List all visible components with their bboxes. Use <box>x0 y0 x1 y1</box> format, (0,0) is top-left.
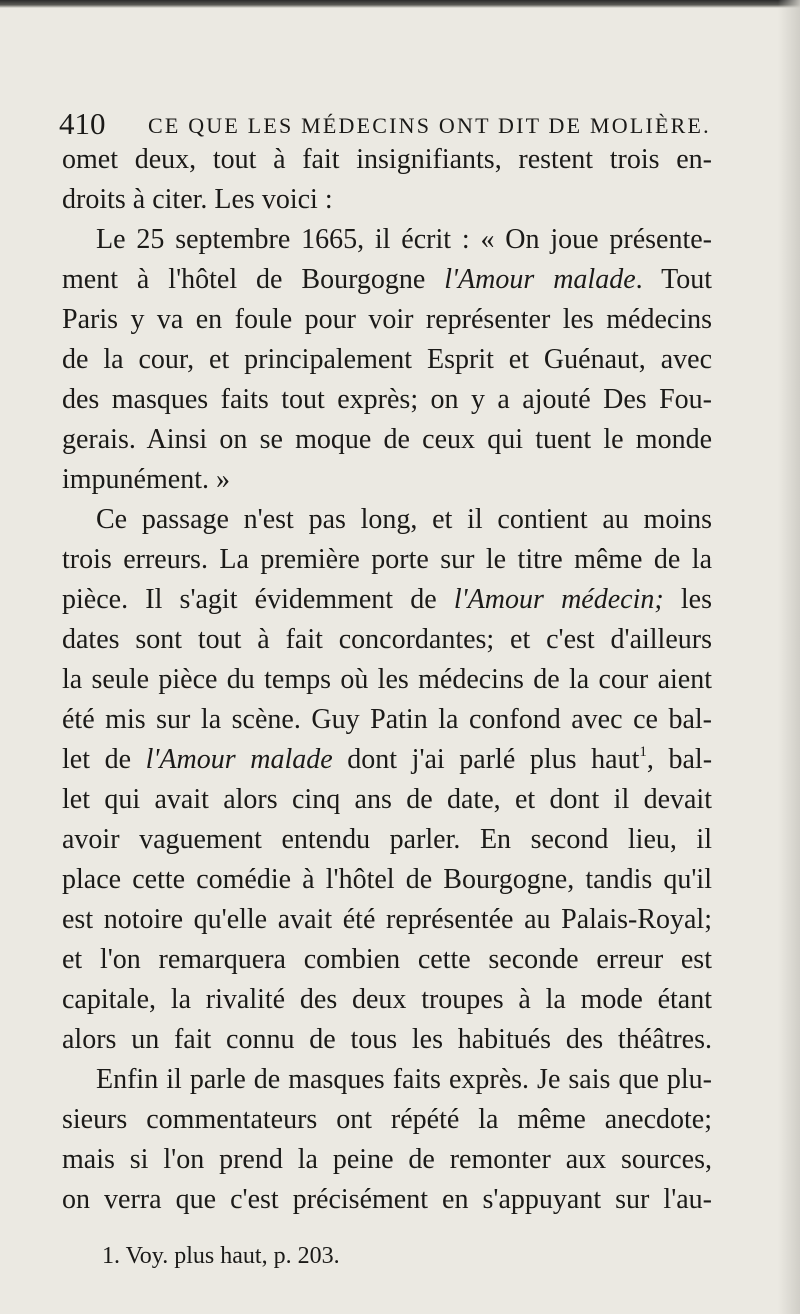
page-number: 410 <box>59 106 106 141</box>
text-line: let de l'Amour malade dont j'ai parlé plus haut$^1$, bal- <box>62 744 713 775</box>
text-line: gerais. Ainsi on se moque de ceux qui tuent le monde <box>62 424 712 455</box>
text-line: impunément. » <box>62 464 230 495</box>
text-line: trois erreurs. La première porte sur le titre même de la <box>62 544 712 575</box>
text-line: Ce passage n'est pas long, et il contient au moins <box>96 504 712 535</box>
text-line: la seule pièce du temps où les médecins de la cour aient <box>62 664 712 695</box>
text-line: ment à l'hôtel de Bourgogne l'Amour malade. Tout <box>62 264 713 295</box>
text-line: mais si l'on prend la peine de remonter aux sources, <box>62 1144 712 1175</box>
body-text <box>62 140 712 1220</box>
italic-title: l'Amour malade <box>145 744 333 775</box>
page-header <box>59 104 709 144</box>
text-line: alors un fait connu de tous les habitués des théâtres. <box>62 1024 712 1055</box>
italic-title: l'Amour malade <box>444 264 636 295</box>
page-top-edge <box>0 0 800 8</box>
text-line: omet deux, tout à fait insignifiants, restent trois en- <box>62 144 712 175</box>
text-line: let qui avait alors cinq ans de date, et dont il devait <box>62 784 712 815</box>
text-line: été mis sur la scène. Guy Patin la confond avec ce bal- <box>62 704 712 735</box>
text-line: place cette comédie à l'hôtel de Bourgogne, tandis qu'il <box>62 864 712 895</box>
text-line: des masques faits tout exprès; on y a ajouté Des Fou- <box>62 384 712 415</box>
text-line: dates sont tout à fait concordantes; et c'est d'ailleurs <box>62 624 712 655</box>
text-line: avoir vaguement entendu parler. En second lieu, il <box>62 824 712 855</box>
text-line: pièce. Il s'agit évidemment de l'Amour médecin; les <box>62 584 713 615</box>
text-line: est notoire qu'elle avait été représentée au Palais-Royal; <box>62 904 712 935</box>
footnote-marker: 1 <box>639 744 647 760</box>
text-line: Le 25 septembre 1665, il écrit : « On joue présente- <box>96 224 712 255</box>
footnote: 1. Voy. plus haut, p. 203. <box>102 1243 340 1269</box>
text-line: Enfin il parle de masques faits exprès. Je sais que plu- <box>96 1064 712 1095</box>
page-edge-shadow <box>778 0 800 1314</box>
italic-title: l'Amour médecin; <box>453 584 664 615</box>
text-line: Paris y va en foule pour voir représenter les médecins <box>62 304 712 335</box>
text-line: de la cour, et principalement Esprit et Guénaut, avec <box>62 344 712 375</box>
running-title: CE QUE LES MÉDECINS ONT DIT DE MOLIÈRE. <box>148 113 711 138</box>
text-line: on verra que c'est précisément en s'appuyant sur l'au- <box>62 1184 712 1215</box>
text-line: capitale, la rivalité des deux troupes à la mode étant <box>62 984 712 1015</box>
text-line: et l'on remarquera combien cette seconde erreur est <box>62 944 712 975</box>
text-line: droits à citer. Les voici : <box>62 184 333 215</box>
text-line: sieurs commentateurs ont répété la même anecdote; <box>62 1104 712 1135</box>
